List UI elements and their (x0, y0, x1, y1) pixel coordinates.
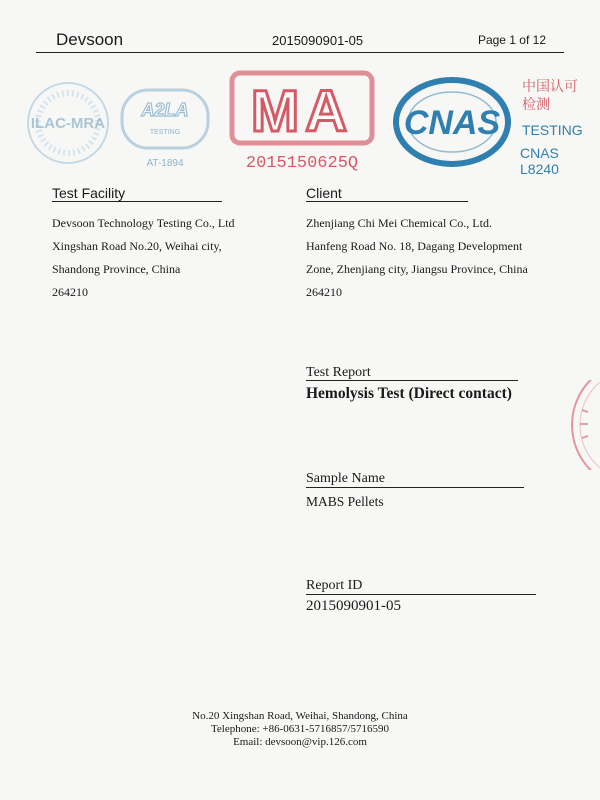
test-report-label: Test Report (306, 365, 371, 380)
cnas-seal-text: CNAS (403, 104, 501, 142)
cnas-chinese-line2: 检测 (522, 97, 550, 113)
cnas-chinese-line1: 中国认可 (522, 79, 578, 95)
client-heading: Client (306, 185, 342, 201)
a2la-seal-sub: TESTING (149, 129, 181, 136)
header-page-label: Page 1 of 12 (477, 33, 546, 47)
report-id-label: Report ID (306, 578, 363, 593)
client-line: Zhenjiang Chi Mei Chemical Co., Ltd. (306, 216, 492, 230)
client-address (306, 212, 528, 304)
sample-name-value: MABS Pellets (306, 494, 384, 509)
a2la-seal-cert: AT-1894 (146, 158, 184, 169)
sample-name-label: Sample Name (306, 471, 385, 486)
facility-line: Devsoon Technology Testing Co., Ltd (52, 216, 235, 230)
edge-stamp-mark (566, 380, 600, 475)
facility-underline (52, 201, 222, 202)
page-footer (0, 710, 600, 749)
facility-line: Shandong Province, China (52, 262, 181, 276)
facility-line: 264210 (52, 285, 88, 299)
page-header (36, 22, 564, 53)
header-company: Devsoon (56, 30, 124, 49)
facility-address (52, 212, 235, 304)
cma-seal (228, 68, 380, 172)
client-line: Hanfeng Road No. 18, Dagang Development (306, 239, 523, 253)
client-line: Zone, Zhenjiang city, Jiangsu Province, China (306, 262, 528, 276)
a2la-seal (116, 84, 214, 174)
cnas-english-label: TESTING (522, 122, 583, 138)
test-report-value: Hemolysis Test (Direct contact) (306, 385, 512, 402)
a2la-seal-text: A2LA (141, 100, 189, 120)
test-report-underline (306, 380, 518, 381)
cnas-number: CNAS L8240 (520, 145, 559, 177)
cma-seal-number: 2015150625Q (245, 154, 359, 172)
facility-line: Xingshan Road No.20, Weihai city, (52, 239, 222, 253)
ilac-mra-seal-text: ILAC-MRA (30, 115, 106, 132)
report-id-value: 2015090901-05 (306, 598, 401, 614)
client-underline (306, 201, 468, 202)
cma-seal-letters: MA (250, 79, 354, 144)
report-id-underline (306, 594, 536, 595)
facility-heading: Test Facility (52, 185, 126, 201)
sample-name-underline (306, 487, 524, 488)
footer-telephone: Telephone: +86-0631-5716857/5716590 (210, 723, 390, 735)
client-line: 264210 (306, 285, 342, 299)
footer-address: No.20 Xingshan Road, Weihai, Shandong, China (192, 710, 408, 722)
cnas-seal (392, 74, 512, 170)
footer-email: Email: devsoon@vip.126.com (233, 736, 367, 748)
cnas-chinese-label (522, 78, 578, 114)
header-document-id: 2015090901-05 (272, 33, 364, 48)
ilac-mra-seal (22, 78, 114, 168)
